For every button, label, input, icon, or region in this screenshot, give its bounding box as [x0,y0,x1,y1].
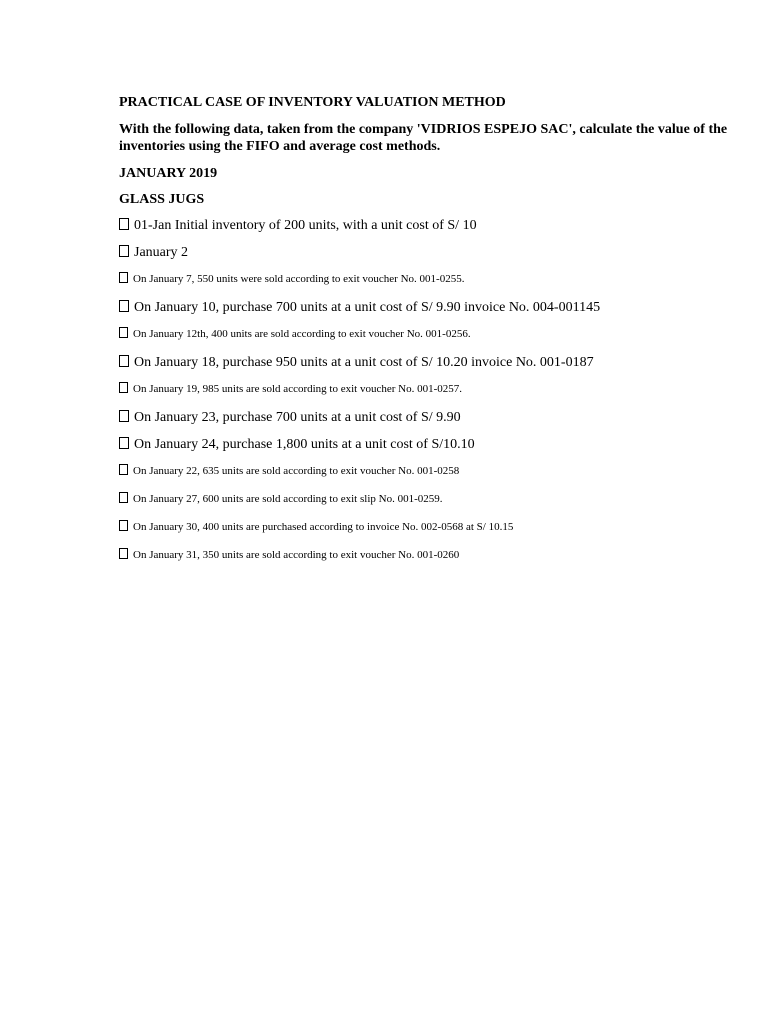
document-title: PRACTICAL CASE OF INVENTORY VALUATION METHOD [119,95,506,110]
list-item [119,463,739,491]
list-item-text: January 2 [134,245,189,260]
list-item-text: On January 19, 985 units are sold according to exit voucher No. 001-0257. [133,383,463,395]
bullet-box-icon [119,300,129,312]
bullet-box-icon [119,548,128,559]
list-item-text: On January 12th, 400 units are sold according to exit voucher No. 001-0256. [133,328,471,340]
bullet-box-icon [119,355,129,367]
list-item [119,326,739,354]
list-item [119,271,739,299]
period-heading: JANUARY 2019 [119,166,218,181]
bullet-box-icon [119,327,128,338]
list-item [119,547,739,575]
bullet-box-icon [119,272,128,283]
list-item [119,436,739,463]
list-item [119,409,739,436]
list-item [119,299,739,326]
list-item [119,354,739,381]
bullet-box-icon [119,218,129,230]
list-item-text: 01-Jan Initial inventory of 200 units, with a unit cost of S/ 10 [134,218,477,233]
list-item-text: On January 10, purchase 700 units at a unit cost of S/ 9.90 invoice No. 004-001145 [134,300,601,315]
list-item [119,519,739,547]
bullet-box-icon [119,492,128,503]
document-page [119,94,739,575]
list-item [119,244,739,271]
document-intro: With the following data, taken from the company 'VIDRIOS ESPEJO SAC', calculate the value of the inventories using the FIFO and average cost methods. [119,122,728,154]
bullet-box-icon [119,520,128,531]
list-item-text: On January 27, 600 units are sold according to exit slip No. 001-0259. [133,493,443,505]
bullet-box-icon [119,245,129,257]
list-item-text: On January 22, 635 units are sold according to exit voucher No. 001-0258 [133,465,460,477]
list-item [119,381,739,409]
list-item-text: On January 30, 400 units are purchased according to invoice No. 002-0568 at S/ 10.15 [133,521,514,533]
list-item-text: On January 18, purchase 950 units at a unit cost of S/ 10.20 invoice No. 001-0187 [134,355,594,370]
list-item [119,217,739,244]
list-item-text: On January 23, purchase 700 units at a unit cost of S/ 9.90 [134,410,461,425]
bullet-box-icon [119,464,128,475]
bullet-box-icon [119,437,129,449]
list-item [119,491,739,519]
list-item-text: On January 7, 550 units were sold according to exit voucher No. 001-0255. [133,273,465,285]
list-item-text: On January 24, purchase 1,800 units at a unit cost of S/10.10 [134,437,475,452]
product-heading: GLASS JUGS [119,192,205,207]
bullet-box-icon [119,410,129,422]
list-item-text: On January 31, 350 units are sold according to exit voucher No. 001-0260 [133,549,460,561]
bullet-box-icon [119,382,128,393]
